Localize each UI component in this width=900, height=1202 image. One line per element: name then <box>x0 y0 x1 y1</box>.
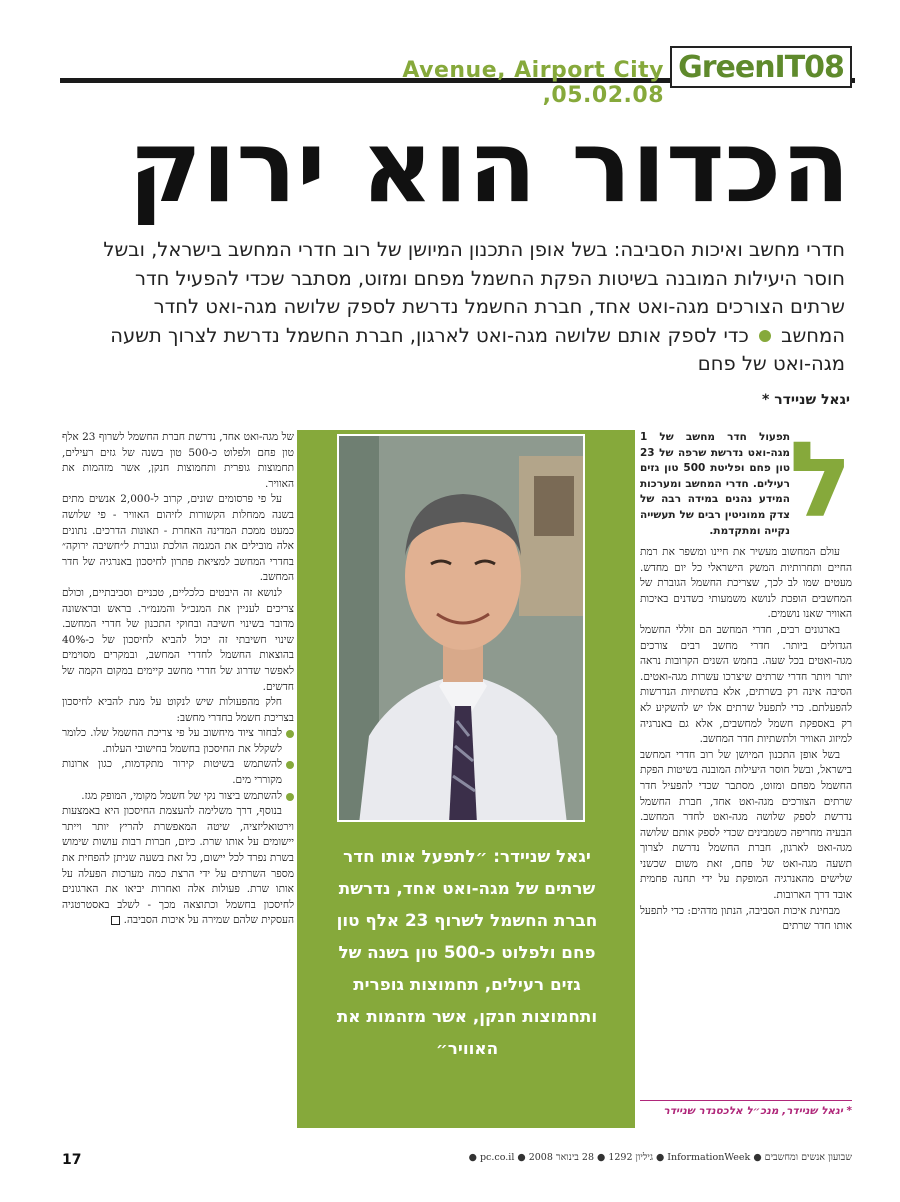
greenit-logo <box>670 46 852 88</box>
paragraph: חלק מהפעולות שיש לנקוט על מנת להביא לחיסכון בצריכת חשמל בחדרי מחשב: <box>62 696 294 724</box>
green-bullet-icon <box>759 330 771 342</box>
paragraph: של מגה-ואט אחד, נדרשת חברת החשמל לשרוף 23 אלף טון פחם ולפלוט כ-500 טון בשנה של גזים רעילים, תחמוצות גופרית ותחמוצות חנקן, אשר מזהמות את האוויר. <box>62 431 294 490</box>
logo-text: GreenIT08 <box>678 49 844 85</box>
subheadline-part-2: כדי לספק אותם שלושה מגה-ואט לארגון, חברת החשמל נדרשת לצרוך תשעה מגה-ואט של פחם <box>110 323 845 375</box>
paragraph: מבחינת איכות הסביבה, הנתון מדהים: כדי לתפעל אותו חדר שרתים <box>640 904 852 933</box>
subheadline-part-1: חדרי מחשב ואיכות הסביבה: בשל אופן התכנון המיושן של רוב חדרי המחשב בישראל, ובשל חוסר היעילות המובנה בשיטות הפקת החשמל מפחם ומזוט, מסתבר שכדי להפעיל חדר שרתים הצורכים מגה-ואט אחד, חברת החשמל נדרשת לספק שלושה מגה-ואט לחדר המחשב <box>103 238 845 347</box>
headline: הכדור הוא ירוק <box>128 108 850 225</box>
photo-panel <box>297 430 635 1128</box>
list-item: להשתמש בשיטות קירור מתקדמות, כגון ארונות מקוררי מים. <box>62 757 294 788</box>
event-line: Avenue, Airport City ,05.02.08 <box>402 58 664 108</box>
paragraph: בשל אופן התכנון המיושן של רוב חדרי המחשב בישראל, ובשל חוסר היעילות המובנה בשיטות הפקת החשמל מפחם ומזוט, מסתבר שכדי להפעיל חדר שרתים הצורכים מגה-ואט אחד, חברת החשמל נדרשת לספק שלושה מגה-ואט לחדר המחשב. הבעיה מחריפה כשמבינים שכדי לספק אותם שלושה מגה-ואט לארגון, חברת החשמל נדרשת לצרוך תשעה מגה-ואט של פחם, זאת משום שכשני שלישים מהאנרגיה המופקת על ידי תחנה פחמית אובד דרך הארובות. <box>640 748 852 902</box>
lead-paragraph: תפעול חדר מחשב של 1 מגה-ואט נדרשת שרפה של 23 טון פחם ופליטת 500 טון גזים רעילים. חדרי המחשב ומערכות המידע נהנים במידה רבה של צדק ממוניטין רבים של תעשייה נקייה ומתקדמת. <box>640 431 790 537</box>
portrait-illustration <box>339 436 585 822</box>
list-item: לבחור ציוד מיחשוב על פי צריכת החשמל שלו. כלומר לשקלל את החיסכון בחשמל בחישובי העלות. <box>62 726 294 757</box>
paragraph: עולם המחשוב מעשיר את חיינו ומשפר את רמת החיים ותחרותיות המשק הישראלי כל יום מחדש. מעטים שמו לב לכך, שצריכת החשמל הגוברת של המחשבים הופכת לנושא משמעותי כשדנים באיכות האוויר שאנו נושמים. <box>640 546 852 621</box>
author-footnote: * יגאל שניידר, מנכ״ל אלכסנדר שניידר <box>663 1105 852 1117</box>
right-column <box>640 545 852 935</box>
paragraph: לנושא זה היבטים כלכליים, טכניים וסביבתיים, וכולם צריכים לעניין את המנכ״ל והמנמ״ר. בראש ובראשונה מדובר בשינוי חשיבה ובחוקי התכנון של חדרי המחשב. שינוי חשיבתי זה יכול להביא לחיסכון של כ-40% בהוצאות החשמל לחדרי המחשב, ובמקרים מסוימים לאפשר שדרוג של חדרי מחשב קיימים במקום הקמה של חדשים. <box>62 586 294 693</box>
left-column <box>62 430 294 929</box>
portrait-photo <box>337 434 585 822</box>
pull-quote: יגאל שניידר: ״לתפעל אותו חדר שרתים של מגה-ואט אחד, נדרשת חברת החשמל לשרוף 23 אלף טון פחם ולפלוט כ-500 טון בשנה של גזים רעילים, תחמוצות גופרית ותחמוצות חנקן, אשר מזהמות את האוויר״ <box>336 846 598 1058</box>
list-item: להשתמש ביצור נקי של חשמל מקומי, המופק מגז. <box>62 789 294 805</box>
drop-cap: ל <box>789 419 852 541</box>
paragraph: בארגונים רבים, חדרי המחשב הם זוללי החשמל הגדולים ביותר. חדרי מחשב רבים צורכים מגה-ואטים בכל שעה. בחמש השנים הקרובות נראה יותר ויותר חדרי שרתים שיצרכו עשרות מגה-ואטים. הסיבה אינה רק בשרתים, אלא בתשתיות הנדרשות להפעלתם. כדי לתפעל שרתים אלו יש להשקיע לא רק באספקת חשמל למחשבים, אלא גם באנרגיה למיזוג האוויר ולתשתיות חדר המחשב. <box>640 623 852 746</box>
footnote-rule <box>640 1100 852 1101</box>
page-footer: שבועון אנשים ומחשבים ● InformationWeek ● גיליון 1292 ● 28 בינואר 2008 ● pc.co.il ● <box>468 1152 852 1163</box>
closing-paragraph: בנוסף, דרך משלימה להעצמת החיסכון היא באמצעות וירטואליזציה, שיטה המאפשרת להריץ יותר וייתר יישומים על אותו שרת. כיום, חברות רבות עושות שימוש בשרת נפרד לכל יישום, כל זאת בשעה שניתן להפחית את מספר השרתים על ידי הרצת כמה מערכות הפעלה על אותו שרת. פעולות אלה ואחרות יביאו את הארגונים לחיסכון בחשמל וכתוצאה מכך - לשלב באסטרטגיה העסקית שלהם שמירה על איכות הסביבה. <box>62 805 294 927</box>
page-number: 17 <box>62 1152 82 1168</box>
byline: יגאל שניידר * <box>762 392 850 408</box>
end-mark-icon <box>111 916 120 925</box>
subheadline <box>90 236 845 379</box>
paragraph: על פי פרסומים שונים, קרוב ל-2,000 אנשים מתים בשנה ממחלות הקשורות לזיהום האוויר - פי שלושה כמעט ממכת המדינה האחרת - תאונות הדרכים. נתונים אלה מובילים את המגמה הולכת וגוברת ל״חשיבה ירוקה״ בחדרי המחשב למציאת פתרון לחיסכון באנרגיה של חדר המחשב. <box>62 493 294 584</box>
lead-block <box>640 419 852 541</box>
